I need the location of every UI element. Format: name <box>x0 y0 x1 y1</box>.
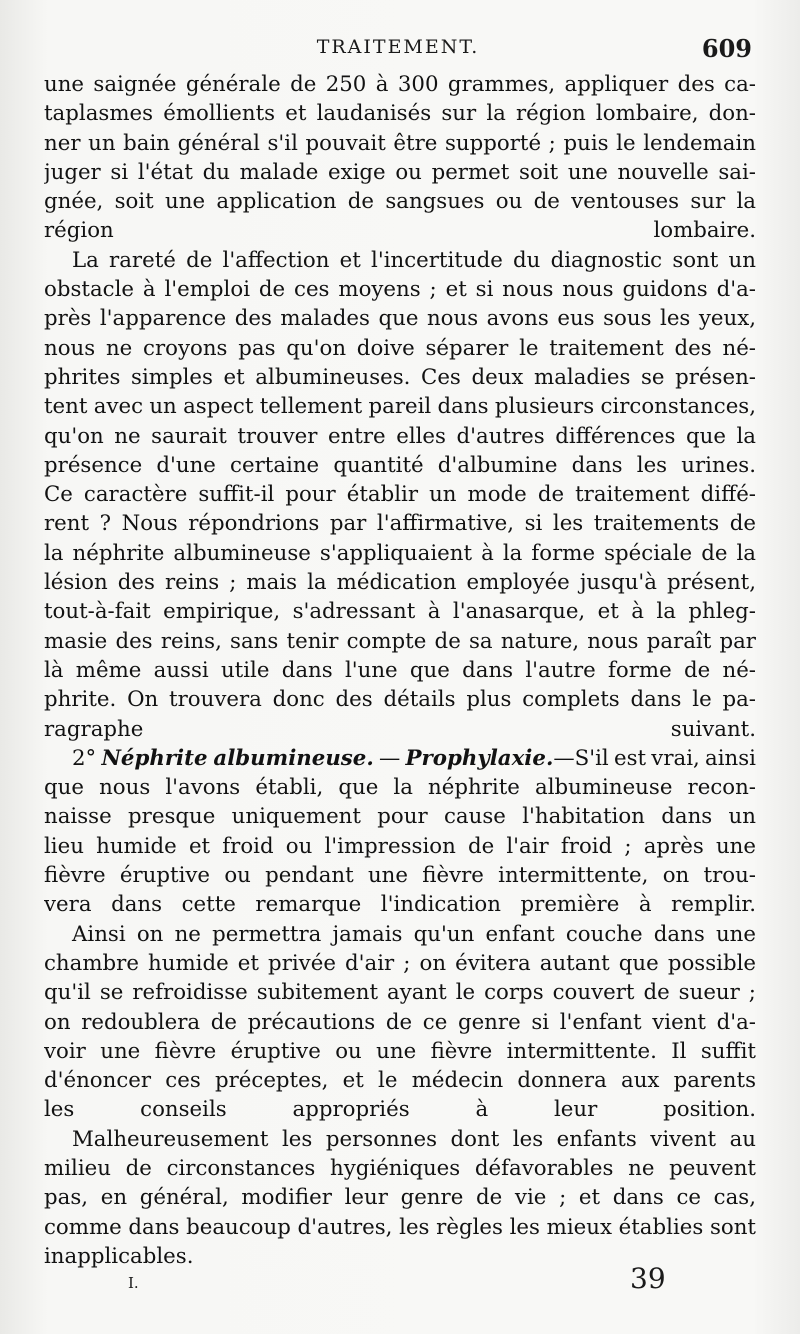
text-line: obstacle à l'emploi de ces moyens ; et si nous nous guidons d'a- <box>44 277 756 303</box>
text-line: phrite. On trouvera donc des détails plus complets dans le pa- <box>44 687 756 713</box>
text-line: qu'on ne saurait trouver entre elles d'autres différences que la <box>44 423 756 449</box>
running-title: TRAITEMENT. <box>316 36 480 58</box>
text-line: la néphrite albumineuse s'appliquaient à la forme spéciale de la <box>44 540 756 566</box>
page-footer <box>44 1262 752 1302</box>
text-line: milieu de circonstances hygiéniques défavorables ne peuvent <box>44 1155 756 1181</box>
text-line: Malheureusement les personnes dont les enfants vivent au <box>72 1126 756 1152</box>
text-line: nous ne croyons pas qu'on doive séparer le traitement des né- <box>44 335 756 361</box>
text-line: région lombaire. <box>44 218 756 244</box>
text-line: tent avec un aspect tellement pareil dans plusieurs circonstances, <box>44 394 756 420</box>
text-line: lésion des reins ; mais la médication employée jusqu'à présent, <box>44 570 756 596</box>
body-text <box>44 70 756 1271</box>
section-title: Néphrite albumineuse. <box>101 745 374 771</box>
page-header <box>44 32 752 66</box>
text-line: La rareté de l'affection et l'incertitude du diagnostic sont un <box>72 247 756 273</box>
text-line: les conseils appropriés à leur position. <box>44 1097 756 1123</box>
section-heading-line <box>44 744 756 773</box>
text-line: ragraphe suivant. <box>44 716 756 742</box>
text-line: masie des reins, sans tenir compte de sa nature, nous paraît par <box>44 628 756 654</box>
section-subtitle: Prophylaxie. <box>405 745 554 771</box>
sheet-number: 39 <box>630 1262 666 1295</box>
text-line: ner un bain général s'il pouvait être supporté ; puis le lendemain <box>44 130 756 156</box>
section-number: 2° <box>72 745 97 771</box>
paragraph <box>44 70 756 246</box>
paragraph <box>44 744 756 920</box>
text-line: près l'apparence des malades que nous avons eus sous les yeux, <box>44 306 756 332</box>
text-line: lieu humide et froid ou l'impression de l'air froid ; après une <box>44 833 756 859</box>
text-line: d'énoncer ces préceptes, et le médecin donnera aux parents <box>44 1068 756 1094</box>
text-line: vera dans cette remarque l'indication première à remplir. <box>44 892 756 918</box>
text-line: juger si l'état du malade exige ou permet soit une nouvelle sai- <box>44 159 756 185</box>
page-number: 609 <box>701 34 752 63</box>
text-line: qu'il se refroidisse subitement ayant le corps couvert de sueur ; <box>44 980 756 1006</box>
text-line: que nous l'avons établi, que la néphrite albumineuse recon- <box>44 775 756 801</box>
text-line: taplasmes émollients et laudanisés sur la région lombaire, don- <box>44 101 756 127</box>
dash: — <box>379 745 401 771</box>
signature-mark: I. <box>128 1274 139 1292</box>
text-line: inapplicables. <box>44 1243 194 1269</box>
text-line: présence d'une certaine quantité d'albumine dans les urines. <box>44 452 756 478</box>
text-line: fièvre éruptive ou pendant une fièvre intermittente, on trou- <box>44 863 756 889</box>
text-line: naisse presque uniquement pour cause l'habitation dans un <box>44 804 756 830</box>
text-line: Ce caractère suffit-il pour établir un mode de traitement diffé- <box>44 482 756 508</box>
text-line: une saignée générale de 250 à 300 grammes, appliquer des ca- <box>44 72 756 97</box>
text-line: comme dans beaucoup d'autres, les règles les mieux établies sont <box>44 1214 756 1240</box>
paragraph <box>44 1125 756 1271</box>
text-line: on redoublera de précautions de ce genre si l'enfant vient d'a- <box>44 1009 756 1035</box>
paragraph <box>44 246 756 744</box>
dash: — <box>553 745 575 771</box>
text-line: gnée, soit une application de sangsues ou de ventouses sur la <box>44 189 756 215</box>
text-line: pas, en général, modifier leur genre de vie ; et dans ce cas, <box>44 1185 756 1211</box>
text-line: tout-à-fait empirique, s'adressant à l'anasarque, et à la phleg- <box>44 599 756 625</box>
text-line: rent ? Nous répondrions par l'affirmative, si les traitements de <box>44 511 756 537</box>
text-line: Ainsi on ne permettra jamais qu'un enfant couche dans une <box>72 921 756 947</box>
text-line: phrites simples et albumineuses. Ces deux maladies se présen- <box>44 364 756 390</box>
text-line: chambre humide et privée d'air ; on évitera autant que possible <box>44 950 756 976</box>
paragraph <box>44 920 756 1125</box>
text-line: là même aussi utile dans l'une que dans l'autre forme de né- <box>44 657 756 683</box>
line-text: S'il est vrai, ainsi <box>574 745 756 771</box>
text-line: voir une fièvre éruptive ou une fièvre intermittente. Il suffit <box>44 1038 756 1064</box>
